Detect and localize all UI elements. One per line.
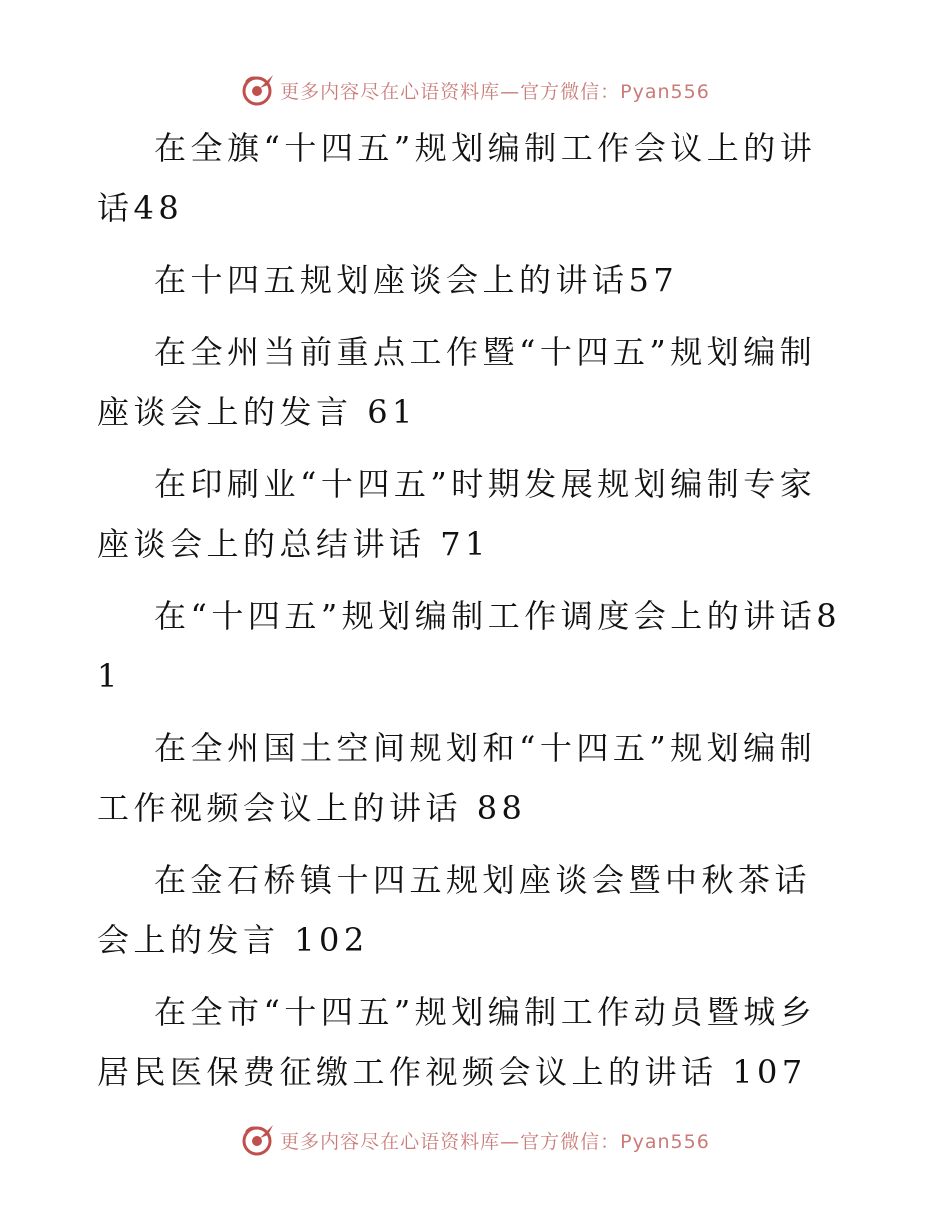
- toc-entry[interactable]: [97, 850, 842, 970]
- toc-entry[interactable]: [97, 118, 842, 238]
- toc-entry-title: 在金石桥镇十四五规划座谈会暨中秋茶话会上的发言: [97, 861, 812, 959]
- toc-entry-title: 在全市“十四五”规划编制工作动员暨城乡居民医保费征缴工作视频会议上的讲话: [97, 993, 817, 1091]
- toc-entry-separator: [280, 921, 295, 959]
- footer-watermark-text: 更多内容尽在心语资料库—官方微信：Pyan556: [280, 1130, 710, 1153]
- toc-entry-separator: [462, 789, 477, 827]
- quill-logo-icon: [240, 72, 276, 108]
- toc-entry-page: 57: [628, 261, 679, 299]
- table-of-contents: [97, 118, 842, 1114]
- quill-logo-icon: [240, 1122, 276, 1158]
- toc-entry-page: 48: [133, 189, 184, 227]
- toc-entry-page: 102: [294, 921, 369, 959]
- header-watermark-text: 更多内容尽在心语资料库—官方微信：Pyan556: [280, 80, 710, 103]
- toc-entry-separator: [426, 525, 441, 563]
- toc-entry-page: 81: [97, 597, 842, 695]
- toc-entry[interactable]: [97, 454, 842, 574]
- toc-entry-title: 在全旗“十四五”规划编制工作会议上的讲话: [97, 129, 817, 227]
- toc-entry[interactable]: [97, 982, 842, 1102]
- toc-entry[interactable]: [97, 586, 842, 706]
- toc-entry[interactable]: [97, 250, 842, 310]
- toc-entry-page: 71: [440, 525, 490, 563]
- header-watermark: [0, 70, 950, 110]
- toc-entry-title: 在十四五规划座谈会上的讲话: [154, 261, 629, 299]
- toc-entry[interactable]: [97, 322, 842, 442]
- toc-entry-title: 在“十四五”规划编制工作调度会上的讲话: [154, 597, 817, 635]
- toc-entry-title: 在印刷业“十四五”时期发展规划编制专家座谈会上的总结讲话: [97, 465, 817, 563]
- toc-entry-title: 在全州国土空间规划和“十四五”规划编制工作视频会议上的讲话: [97, 729, 817, 827]
- toc-entry-page: 107: [732, 1053, 807, 1091]
- toc-entry-page: 61: [367, 393, 417, 431]
- toc-entry-title: 在全州当前重点工作暨“十四五”规划编制座谈会上的发言: [97, 333, 817, 431]
- footer-watermark: [0, 1120, 950, 1160]
- toc-entry[interactable]: [97, 718, 842, 838]
- toc-entry-separator: [718, 1053, 733, 1091]
- toc-entry-page: 88: [476, 789, 527, 827]
- toc-entry-separator: [353, 393, 368, 431]
